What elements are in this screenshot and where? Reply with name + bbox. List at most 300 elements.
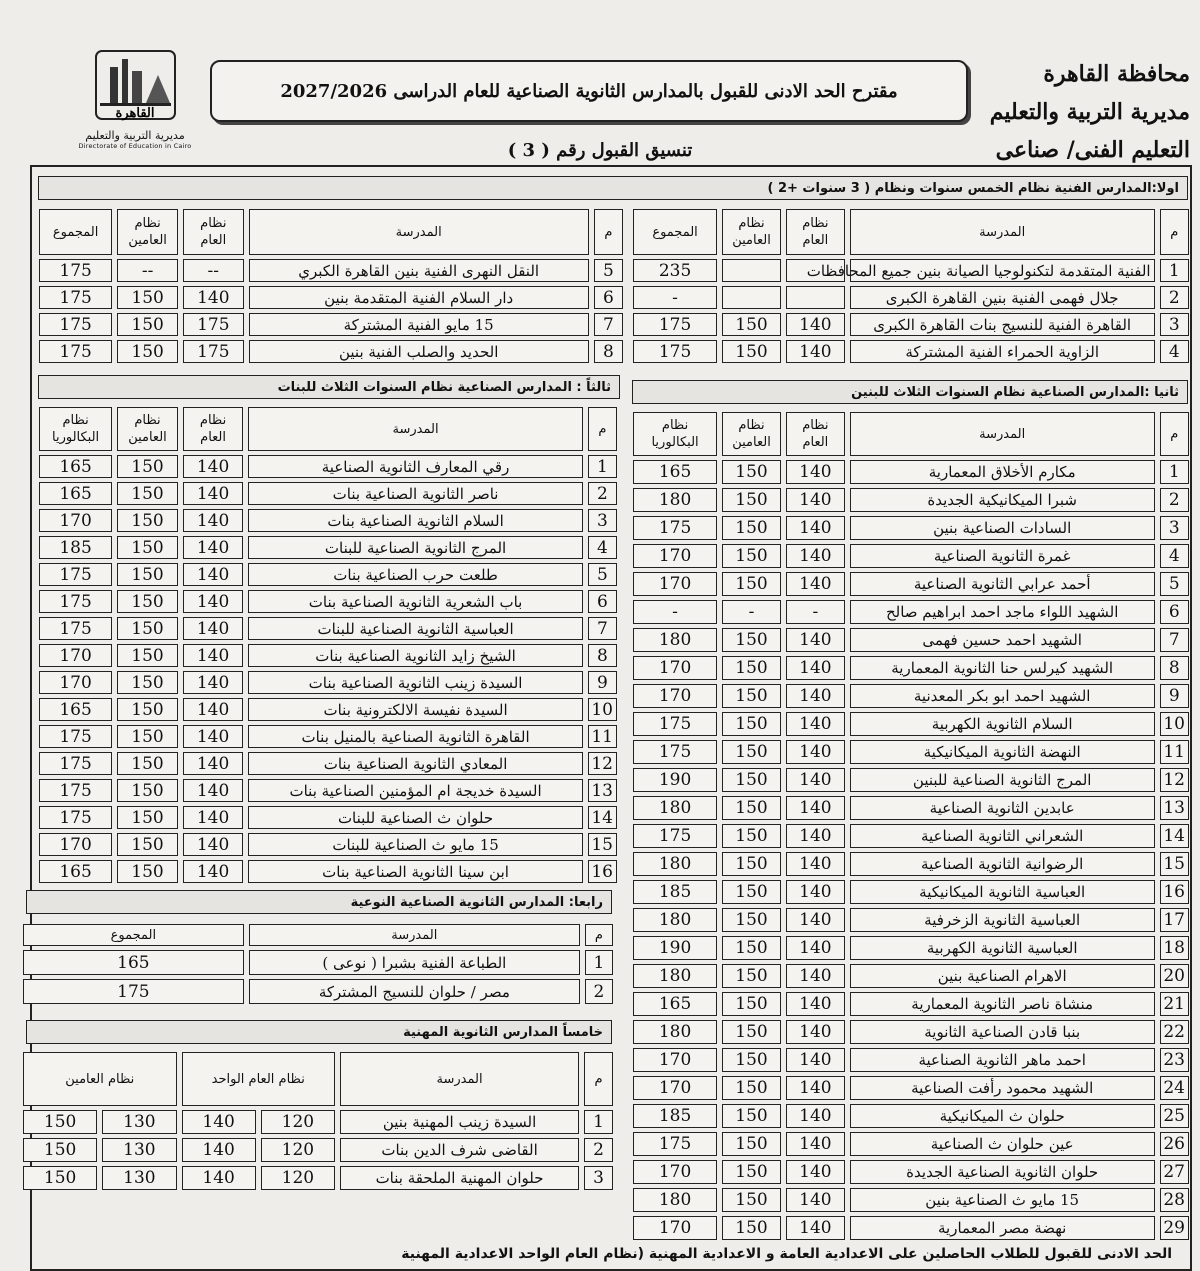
section2-value-cell: 150	[722, 712, 781, 736]
section3-value-cell: 140	[183, 590, 244, 613]
section2-value-cell: 140	[786, 516, 845, 540]
section1-left-value-cell: 175	[183, 313, 244, 336]
section2-row	[633, 684, 1189, 708]
section2-value-cell: 170	[633, 684, 717, 708]
section3-value-cell: 150	[117, 779, 178, 802]
section3-value-cell: 140	[183, 698, 244, 721]
section2-value-cell: 140	[786, 488, 845, 512]
section5-header-row	[23, 1052, 613, 1106]
section3-school-name: 15 مايو ث الصناعية للبنات	[248, 833, 582, 856]
section2-value-cell: 165	[633, 460, 717, 484]
section3-value-cell: 150	[117, 644, 178, 667]
section3-row	[39, 590, 617, 613]
section3-row	[39, 536, 617, 559]
section1-right-value-cell: 140	[786, 340, 845, 363]
section2-value-cell: 150	[722, 1020, 781, 1044]
section2-value-cell: 14	[1160, 824, 1189, 848]
section3-value-cell: 140	[183, 509, 244, 532]
section2-value-cell: 12	[1160, 768, 1189, 792]
section3-value-cell: 175	[39, 779, 112, 802]
section2-school-name: الاهرام الصناعية بنين	[850, 964, 1155, 988]
section3-value-cell: 14	[588, 806, 617, 829]
section2-value-cell: 140	[786, 768, 845, 792]
section1-right-header-cell: نظام العامين	[722, 209, 781, 255]
section2-school-name: الشهيد احمد ابو بكر المعدنية	[850, 684, 1155, 708]
section2-value-cell: 185	[633, 1104, 717, 1128]
section1-right-row	[633, 313, 1189, 336]
section2-value-cell: 165	[633, 992, 717, 1016]
section1-right-value-cell: 3	[1160, 313, 1189, 336]
section3-row	[39, 752, 617, 775]
section3-school-name: المعادي الثانوية الصناعية بنات	[248, 752, 582, 775]
section3-table	[34, 403, 622, 887]
section1-left-value-cell: 175	[39, 286, 112, 309]
section3-value-cell: 150	[117, 455, 178, 478]
section2-value-cell: 180	[633, 796, 717, 820]
section2-value-cell: 170	[633, 1216, 717, 1240]
section2-row	[633, 712, 1189, 736]
section5-value-cell: 150	[23, 1110, 97, 1134]
section3-value-cell: 170	[39, 671, 112, 694]
section3-value-cell: 9	[588, 671, 617, 694]
section3-header-cell: المدرسة	[248, 407, 582, 451]
section3-value-cell: 165	[39, 860, 112, 883]
section3-row	[39, 617, 617, 640]
section2-school-name: مكارم الأخلاق المعمارية	[850, 460, 1155, 484]
section3-value-cell: 140	[183, 536, 244, 559]
section3-row	[39, 563, 617, 586]
section2-value-cell: 150	[722, 544, 781, 568]
section2-value-cell: 140	[786, 460, 845, 484]
section5-value-cell: 120	[261, 1166, 335, 1190]
section3-value-cell: 150	[117, 590, 178, 613]
section2-row	[633, 1132, 1189, 1156]
section2-row	[633, 544, 1189, 568]
section2-value-cell: 150	[722, 740, 781, 764]
section2-value-cell: 26	[1160, 1132, 1189, 1156]
section2-value-cell: 140	[786, 824, 845, 848]
section2-value-cell: 17	[1160, 908, 1189, 932]
section3-value-cell: 11	[588, 725, 617, 748]
section3-value-cell: 150	[117, 752, 178, 775]
cairo-emblem-icon	[88, 45, 183, 123]
section3-value-cell: 175	[39, 806, 112, 829]
section3-value-cell: 140	[183, 725, 244, 748]
section1-left-value-cell: 175	[39, 259, 112, 282]
section2-value-cell: 11	[1160, 740, 1189, 764]
section3-value-cell: 140	[183, 752, 244, 775]
section2-value-cell: 170	[633, 656, 717, 680]
section3-value-cell: 5	[588, 563, 617, 586]
section1-right-value-cell: 175	[633, 313, 717, 336]
section2-school-name: الشهيد كيرلس حنا الثانوية المعمارية	[850, 656, 1155, 680]
section2-school-name: نهضة مصر المعمارية	[850, 1216, 1155, 1240]
section2-value-cell: 140	[786, 1104, 845, 1128]
section1-right-value-cell: 4	[1160, 340, 1189, 363]
section2-value-cell: 150	[722, 1188, 781, 1212]
section3-value-cell: 170	[39, 644, 112, 667]
section2-value-cell: 150	[722, 572, 781, 596]
section2-row	[633, 600, 1189, 624]
section2-value-cell: 190	[633, 936, 717, 960]
section2-value-cell: 140	[786, 852, 845, 876]
section5-title: خامساً المدارس الثانوية المهنية	[26, 1020, 612, 1044]
section2-school-name: عابدين الثانوية الصناعية	[850, 796, 1155, 820]
section3-school-name: باب الشعرية الثانوية الصناعية بنات	[248, 590, 582, 613]
section5-value-cell: 120	[261, 1110, 335, 1134]
section2-value-cell: 150	[722, 852, 781, 876]
section2-value-cell: 175	[633, 1132, 717, 1156]
section2-value-cell: 150	[722, 936, 781, 960]
section2-school-name: غمرة الثانوية الصناعية	[850, 544, 1155, 568]
section1-left-header-cell: نظام العام	[183, 209, 244, 255]
section2-value-cell: 175	[633, 740, 717, 764]
section2-value-cell: 24	[1160, 1076, 1189, 1100]
section1-right-value-cell	[722, 286, 781, 309]
section2-value-cell: 8	[1160, 656, 1189, 680]
section2-value-cell: 150	[722, 1076, 781, 1100]
section5-header-cell: المدرسة	[340, 1052, 579, 1106]
section2-value-cell: -	[786, 600, 845, 624]
section1-left-value-cell: 150	[117, 286, 178, 309]
section2-value-cell: 140	[786, 964, 845, 988]
section2-value-cell: 13	[1160, 796, 1189, 820]
section2-school-name: الشهيد احمد حسين فهمى	[850, 628, 1155, 652]
section2-value-cell: 1	[1160, 460, 1189, 484]
section2-row	[633, 1104, 1189, 1128]
section1-left-row	[39, 259, 623, 282]
section2-value-cell: 150	[722, 628, 781, 652]
section3-school-name: القاهرة الثانوية الصناعية بالمنيل بنات	[248, 725, 582, 748]
section2-value-cell: 140	[786, 740, 845, 764]
section2-value-cell: 150	[722, 516, 781, 540]
section2-school-name: العباسية الثانوية الكهربية	[850, 936, 1155, 960]
section2-value-cell: 175	[633, 516, 717, 540]
section1-right-value-cell: 140	[786, 313, 845, 336]
section2-value-cell: 140	[786, 1188, 845, 1212]
section1-right-value-cell: 235	[633, 259, 717, 282]
section2-value-cell: 150	[722, 1104, 781, 1128]
section3-title: ثالثاً : المدارس الصناعية نظام السنوات الثلاث للبنات	[38, 375, 620, 399]
section2-row	[633, 656, 1189, 680]
section2-row	[633, 992, 1189, 1016]
section1-right-value-cell: 150	[722, 340, 781, 363]
section2-value-cell: 140	[786, 712, 845, 736]
section5-value-cell: 3	[584, 1166, 613, 1190]
section3-value-cell: 140	[183, 806, 244, 829]
section2-value-cell: 21	[1160, 992, 1189, 1016]
section3-value-cell: 185	[39, 536, 112, 559]
section2-row	[633, 852, 1189, 876]
footer-note: الحد الادنى للقبول للطلاب الحاصلين على الاعدادية العامة و الاعدادية المهنية (نظام العام الواحد الاعدادية المهنية	[401, 1246, 1172, 1262]
section2-row	[633, 908, 1189, 932]
section3-value-cell: 12	[588, 752, 617, 775]
section2-school-name: السادات الصناعية بنين	[850, 516, 1155, 540]
section2-value-cell: 140	[786, 908, 845, 932]
logo-org-english: Directorate of Education in Cairo	[78, 142, 192, 150]
section3-value-cell: 165	[39, 455, 112, 478]
section3-header-cell: نظام العام	[183, 407, 244, 451]
section4-header-cell: المدرسة	[249, 924, 580, 946]
section2-value-cell: 150	[722, 1216, 781, 1240]
section3-row	[39, 725, 617, 748]
logo-org-arabic: مديرية التربية والتعليم	[85, 129, 185, 142]
section3-row	[39, 860, 617, 883]
section3-value-cell: 175	[39, 563, 112, 586]
section1-left-school-name: الحديد والصلب الفنية بنين	[249, 340, 589, 363]
section3-value-cell: 140	[183, 455, 244, 478]
section2-value-cell: 140	[786, 572, 845, 596]
section5-value-cell: 140	[182, 1166, 256, 1190]
section4-header-row	[23, 924, 613, 946]
section3-value-cell: 150	[117, 617, 178, 640]
section2-value-cell: 140	[786, 1160, 845, 1184]
section3-value-cell: 2	[588, 482, 617, 505]
section2-value-cell: 170	[633, 1048, 717, 1072]
section4-value-cell: 175	[23, 979, 244, 1004]
section5-value-cell: 150	[23, 1166, 97, 1190]
section2-value-cell: 180	[633, 964, 717, 988]
section2-row	[633, 572, 1189, 596]
section2-value-cell: 180	[633, 1188, 717, 1212]
section2-school-name: النهضة الثانوية الميكانيكية	[850, 740, 1155, 764]
section2-school-name: 15 مايو ث الصناعية بنين	[850, 1188, 1155, 1212]
section3-school-name: المرج الثانوية الصناعية للبنات	[248, 536, 582, 559]
section2-row	[633, 964, 1189, 988]
section1-title: اولا:المدارس الفنية نظام الخمس سنوات ونظام ( 3 سنوات +2 )	[38, 176, 1188, 200]
section2-school-name: أحمد عرابي الثانوية الصناعية	[850, 572, 1155, 596]
section5-value-cell: 130	[102, 1110, 176, 1134]
section1-right-value-cell	[786, 286, 845, 309]
section1-left-value-cell: 6	[594, 286, 623, 309]
section5-school-name: السيدة زينب المهنية بنين	[340, 1110, 579, 1134]
section3-value-cell: 140	[183, 671, 244, 694]
section3-value-cell: 8	[588, 644, 617, 667]
section2-header-cell: م	[1160, 412, 1189, 456]
section2-value-cell: 29	[1160, 1216, 1189, 1240]
section2-value-cell: 185	[633, 880, 717, 904]
section2-header-cell: نظام البكالوريا	[633, 412, 717, 456]
section1-left-value-cell: 8	[594, 340, 623, 363]
section2-header-cell: نظام العام	[786, 412, 845, 456]
section3-value-cell: 175	[39, 752, 112, 775]
section3-school-name: الشيخ زايد الثانوية الصناعية بنات	[248, 644, 582, 667]
section3-header-row	[39, 407, 617, 451]
section3-row	[39, 509, 617, 532]
section3-value-cell: 150	[117, 725, 178, 748]
section2-row	[633, 516, 1189, 540]
section1-right-header-cell: م	[1160, 209, 1189, 255]
section2-value-cell: 150	[722, 1048, 781, 1072]
section1-right-table	[628, 205, 1194, 367]
section2-row	[633, 880, 1189, 904]
section1-left-table	[34, 205, 628, 367]
section3-value-cell: 175	[39, 590, 112, 613]
section2-school-name: المرج الثانوية الصناعية للبنين	[850, 768, 1155, 792]
section1-left-value-cell: 5	[594, 259, 623, 282]
section2-header-row	[633, 412, 1189, 456]
section2-value-cell: 6	[1160, 600, 1189, 624]
section2-row	[633, 824, 1189, 848]
section3-header-cell: نظام البكالوريا	[39, 407, 112, 451]
section2-row	[633, 1160, 1189, 1184]
section3-value-cell: 140	[183, 833, 244, 856]
section3-header-cell: م	[588, 407, 617, 451]
section3-value-cell: 150	[117, 860, 178, 883]
section3-row	[39, 455, 617, 478]
section1-right-school-name: القاهرة الفنية للنسيج بنات القاهرة الكبرى	[850, 313, 1155, 336]
section3-value-cell: 3	[588, 509, 617, 532]
section1-right-value-cell: 1	[1160, 259, 1189, 282]
section3-school-name: طلعت حرب الصناعية بنات	[248, 563, 582, 586]
section2-row	[633, 768, 1189, 792]
section1-right-school-name: جلال فهمى الفنية بنين القاهرة الكبرى	[850, 286, 1155, 309]
section2-title: ثانيا :المدارس الصناعية نظام السنوات الثلاث للبنين	[632, 380, 1188, 404]
section3-row	[39, 644, 617, 667]
section2-row	[633, 740, 1189, 764]
section2-value-cell: 140	[786, 684, 845, 708]
section2-row	[633, 460, 1189, 484]
section1-right-row	[633, 259, 1189, 282]
section3-value-cell: 1	[588, 455, 617, 478]
section2-value-cell: 140	[786, 544, 845, 568]
section3-value-cell: 140	[183, 779, 244, 802]
section5-value-cell: 140	[182, 1110, 256, 1134]
section1-left-school-name: 15 مايو الفنية المشتركة	[249, 313, 589, 336]
section3-value-cell: 7	[588, 617, 617, 640]
page-subtitle: تنسيق القبول رقم ( 3 )	[507, 140, 693, 161]
section2-school-name: الشهيد محمود رأفت الصناعية	[850, 1076, 1155, 1100]
section3-school-name: رقي المعارف الثانوية الصناعية	[248, 455, 582, 478]
section2-value-cell: 140	[786, 1132, 845, 1156]
section2-value-cell: 140	[786, 656, 845, 680]
section2-value-cell: 22	[1160, 1020, 1189, 1044]
section1-right-row	[633, 340, 1189, 363]
section1-left-school-name: النقل النهرى الفنية بنين القاهرة الكبري	[249, 259, 589, 282]
section2-value-cell: 140	[786, 880, 845, 904]
section2-value-cell: 170	[633, 572, 717, 596]
section5-value-cell: 130	[102, 1166, 176, 1190]
section4-header-cell: م	[585, 924, 613, 946]
section3-school-name: السلام الثانوية الصناعية بنات	[248, 509, 582, 532]
section3-value-cell: 150	[117, 509, 178, 532]
section1-left-value-cell: --	[117, 259, 178, 282]
section4-school-name: مصر / حلوان للنسيج المشتركة	[249, 979, 580, 1004]
section3-school-name: ابن سينا الثانوية الصناعية بنات	[248, 860, 582, 883]
section2-value-cell: 150	[722, 460, 781, 484]
section3-header-cell: نظام العامين	[117, 407, 178, 451]
section2-school-name: حلوان الثانوية الصناعية الجديدة	[850, 1160, 1155, 1184]
section3-value-cell: 16	[588, 860, 617, 883]
section1-left-value-cell: 7	[594, 313, 623, 336]
section2-value-cell: 150	[722, 964, 781, 988]
section4-row	[23, 950, 613, 975]
section5-row	[23, 1110, 613, 1134]
section3-value-cell: 150	[117, 563, 178, 586]
section1-left-value-cell: 175	[183, 340, 244, 363]
section2-school-name: العباسية الثانوية الزخرفية	[850, 908, 1155, 932]
section3-value-cell: 165	[39, 698, 112, 721]
logo-caption: القاهرة	[115, 106, 154, 121]
section3-value-cell: 150	[117, 482, 178, 505]
section3-value-cell: 150	[117, 698, 178, 721]
section1-left-value-cell: 175	[39, 340, 112, 363]
section2-value-cell: 2	[1160, 488, 1189, 512]
section1-left-value-cell: 150	[117, 313, 178, 336]
section2-school-name: عين حلوان ث الصناعية	[850, 1132, 1155, 1156]
section2-school-name: الشعراني الثانوية الصناعية	[850, 824, 1155, 848]
section2-value-cell: 27	[1160, 1160, 1189, 1184]
section5-value-cell: 120	[261, 1138, 335, 1162]
section2-school-name: الشهيد اللواء ماجد احمد ابراهيم صالح	[850, 600, 1155, 624]
section2-value-cell: 190	[633, 768, 717, 792]
section2-value-cell: 175	[633, 712, 717, 736]
section5-value-cell: 2	[584, 1138, 613, 1162]
section1-left-row	[39, 286, 623, 309]
section1-right-school-name: الزاوية الحمراء الفنية المشتركة	[850, 340, 1155, 363]
section2-value-cell: 150	[722, 488, 781, 512]
section3-value-cell: 4	[588, 536, 617, 559]
section2-row	[633, 1048, 1189, 1072]
section2-value-cell: 16	[1160, 880, 1189, 904]
section3-school-name: العباسية الثانوية الصناعية للبنات	[248, 617, 582, 640]
section3-row	[39, 671, 617, 694]
section2-value-cell: 140	[786, 1048, 845, 1072]
section2-header-cell: نظام العامين	[722, 412, 781, 456]
section2-value-cell: 140	[786, 992, 845, 1016]
section5-school-name: القاضى شرف الدين بنات	[340, 1138, 579, 1162]
section3-value-cell: 170	[39, 833, 112, 856]
section2-value-cell: -	[633, 600, 717, 624]
section1-right-header-cell: المدرسة	[850, 209, 1155, 255]
section3-value-cell: 13	[588, 779, 617, 802]
section5-school-name: حلوان المهنية الملحقة بنات	[340, 1166, 579, 1190]
section2-value-cell: 180	[633, 488, 717, 512]
section2-value-cell: 180	[633, 852, 717, 876]
section3-row	[39, 482, 617, 505]
section2-value-cell: 150	[722, 796, 781, 820]
section4-row	[23, 979, 613, 1004]
section2-value-cell: 140	[786, 1216, 845, 1240]
section3-value-cell: 165	[39, 482, 112, 505]
section2-value-cell: 18	[1160, 936, 1189, 960]
section5-header-cell: نظام العامين	[23, 1052, 177, 1106]
section1-right-value-cell	[722, 259, 781, 282]
section3-value-cell: 150	[117, 806, 178, 829]
section2-value-cell: 180	[633, 628, 717, 652]
section5-row	[23, 1138, 613, 1162]
section2-value-cell: 4	[1160, 544, 1189, 568]
section1-left-header-cell: المجموع	[39, 209, 112, 255]
section2-value-cell: 170	[633, 1160, 717, 1184]
section1-left-row	[39, 313, 623, 336]
section3-row	[39, 779, 617, 802]
section3-row	[39, 806, 617, 829]
section2-row	[633, 488, 1189, 512]
section3-value-cell: 10	[588, 698, 617, 721]
section4-table	[18, 920, 618, 1008]
section2-value-cell: 150	[722, 992, 781, 1016]
page-title: مقترح الحد الادنى للقبول بالمدارس الثانوية الصناعية للعام الدراسى 2027/2026	[210, 60, 968, 122]
section5-value-cell: 130	[102, 1138, 176, 1162]
section5-value-cell: 140	[182, 1138, 256, 1162]
section2-school-name: احمد ماهر الثانوية الصناعية	[850, 1048, 1155, 1072]
section2-value-cell: 140	[786, 1020, 845, 1044]
section2-header-cell: المدرسة	[850, 412, 1155, 456]
section2-row	[633, 796, 1189, 820]
section3-school-name: السيدة نفيسة الالكترونية بنات	[248, 698, 582, 721]
section3-value-cell: 170	[39, 509, 112, 532]
